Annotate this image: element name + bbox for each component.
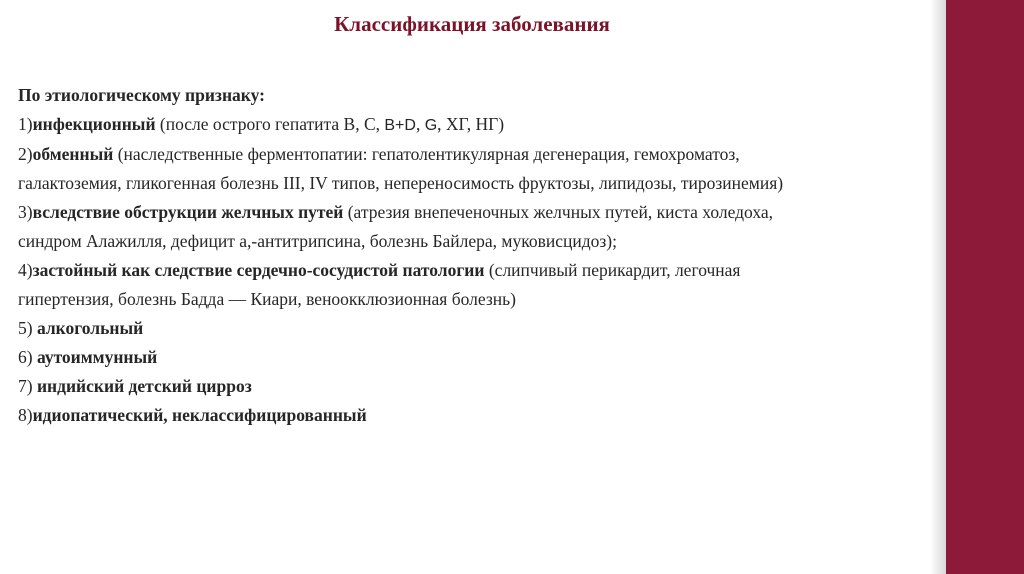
list-item-4	[18, 256, 918, 285]
list-item-7	[18, 372, 918, 401]
item-detail: (наследственные ферментопатии: гепатолентикулярная дегенерация, гемохроматоз,	[113, 144, 740, 164]
item-detail: (атрезия внепеченочных желчных путей, киста холедоха,	[343, 202, 773, 222]
item-term: идиопатический, неклассифицированный	[32, 405, 367, 425]
item-term: обменный	[32, 144, 114, 164]
item-number: 6)	[18, 347, 37, 367]
item-term: аутоиммунный	[36, 347, 158, 367]
item-detail-g: G	[424, 117, 438, 134]
list-item-2	[18, 140, 918, 169]
item-number: 3)	[18, 202, 33, 222]
list-item-1	[18, 110, 918, 140]
list-item-8	[18, 401, 918, 430]
item-number: 2)	[18, 144, 33, 164]
slide-title: Классификация заболевания	[334, 12, 610, 36]
item-term: вследствие обструкции желчных путей	[32, 202, 344, 222]
item-number: 1)	[18, 114, 33, 134]
item-number: 5)	[18, 318, 37, 338]
list-item-5	[18, 314, 918, 343]
classification-content	[18, 81, 918, 430]
section-heading: По этиологическому признаку:	[18, 85, 265, 105]
item-term: застойный как следствие сердечно-сосудистой патологии	[32, 260, 485, 280]
list-item-4-continuation: гипертензия, болезнь Бадда — Киари, веноокклюзионная болезнь)	[18, 289, 516, 309]
list-item-2-continuation: галактоземия, гликогенная болезнь III, IV типов, непереносимость фруктозы, липидозы, тирозинемия)	[18, 173, 784, 193]
item-detail: (после острого гепатита В, С,	[155, 114, 385, 134]
item-term: индийский детский цирроз	[36, 376, 252, 396]
item-number: 8)	[18, 405, 33, 425]
item-number: 7)	[18, 376, 37, 396]
item-detail-bd: B+D	[384, 117, 416, 134]
list-item-3	[18, 198, 918, 227]
slide-edge-shadow	[930, 0, 946, 574]
list-item-3-continuation: синдром Алажилля, дефицит а,-антитрипсина, болезнь Байлера, муковисцидоз);	[18, 231, 617, 251]
item-detail-sep: ,	[415, 114, 425, 134]
item-term: инфекционный	[32, 114, 156, 134]
item-detail: (слипчивый перикардит, легочная	[484, 260, 741, 280]
list-item-6	[18, 343, 918, 372]
item-number: 4)	[18, 260, 33, 280]
item-detail-end: , ХГ, НГ)	[437, 114, 505, 134]
accent-sidebar	[946, 0, 1024, 574]
item-term: алкогольный	[36, 318, 144, 338]
